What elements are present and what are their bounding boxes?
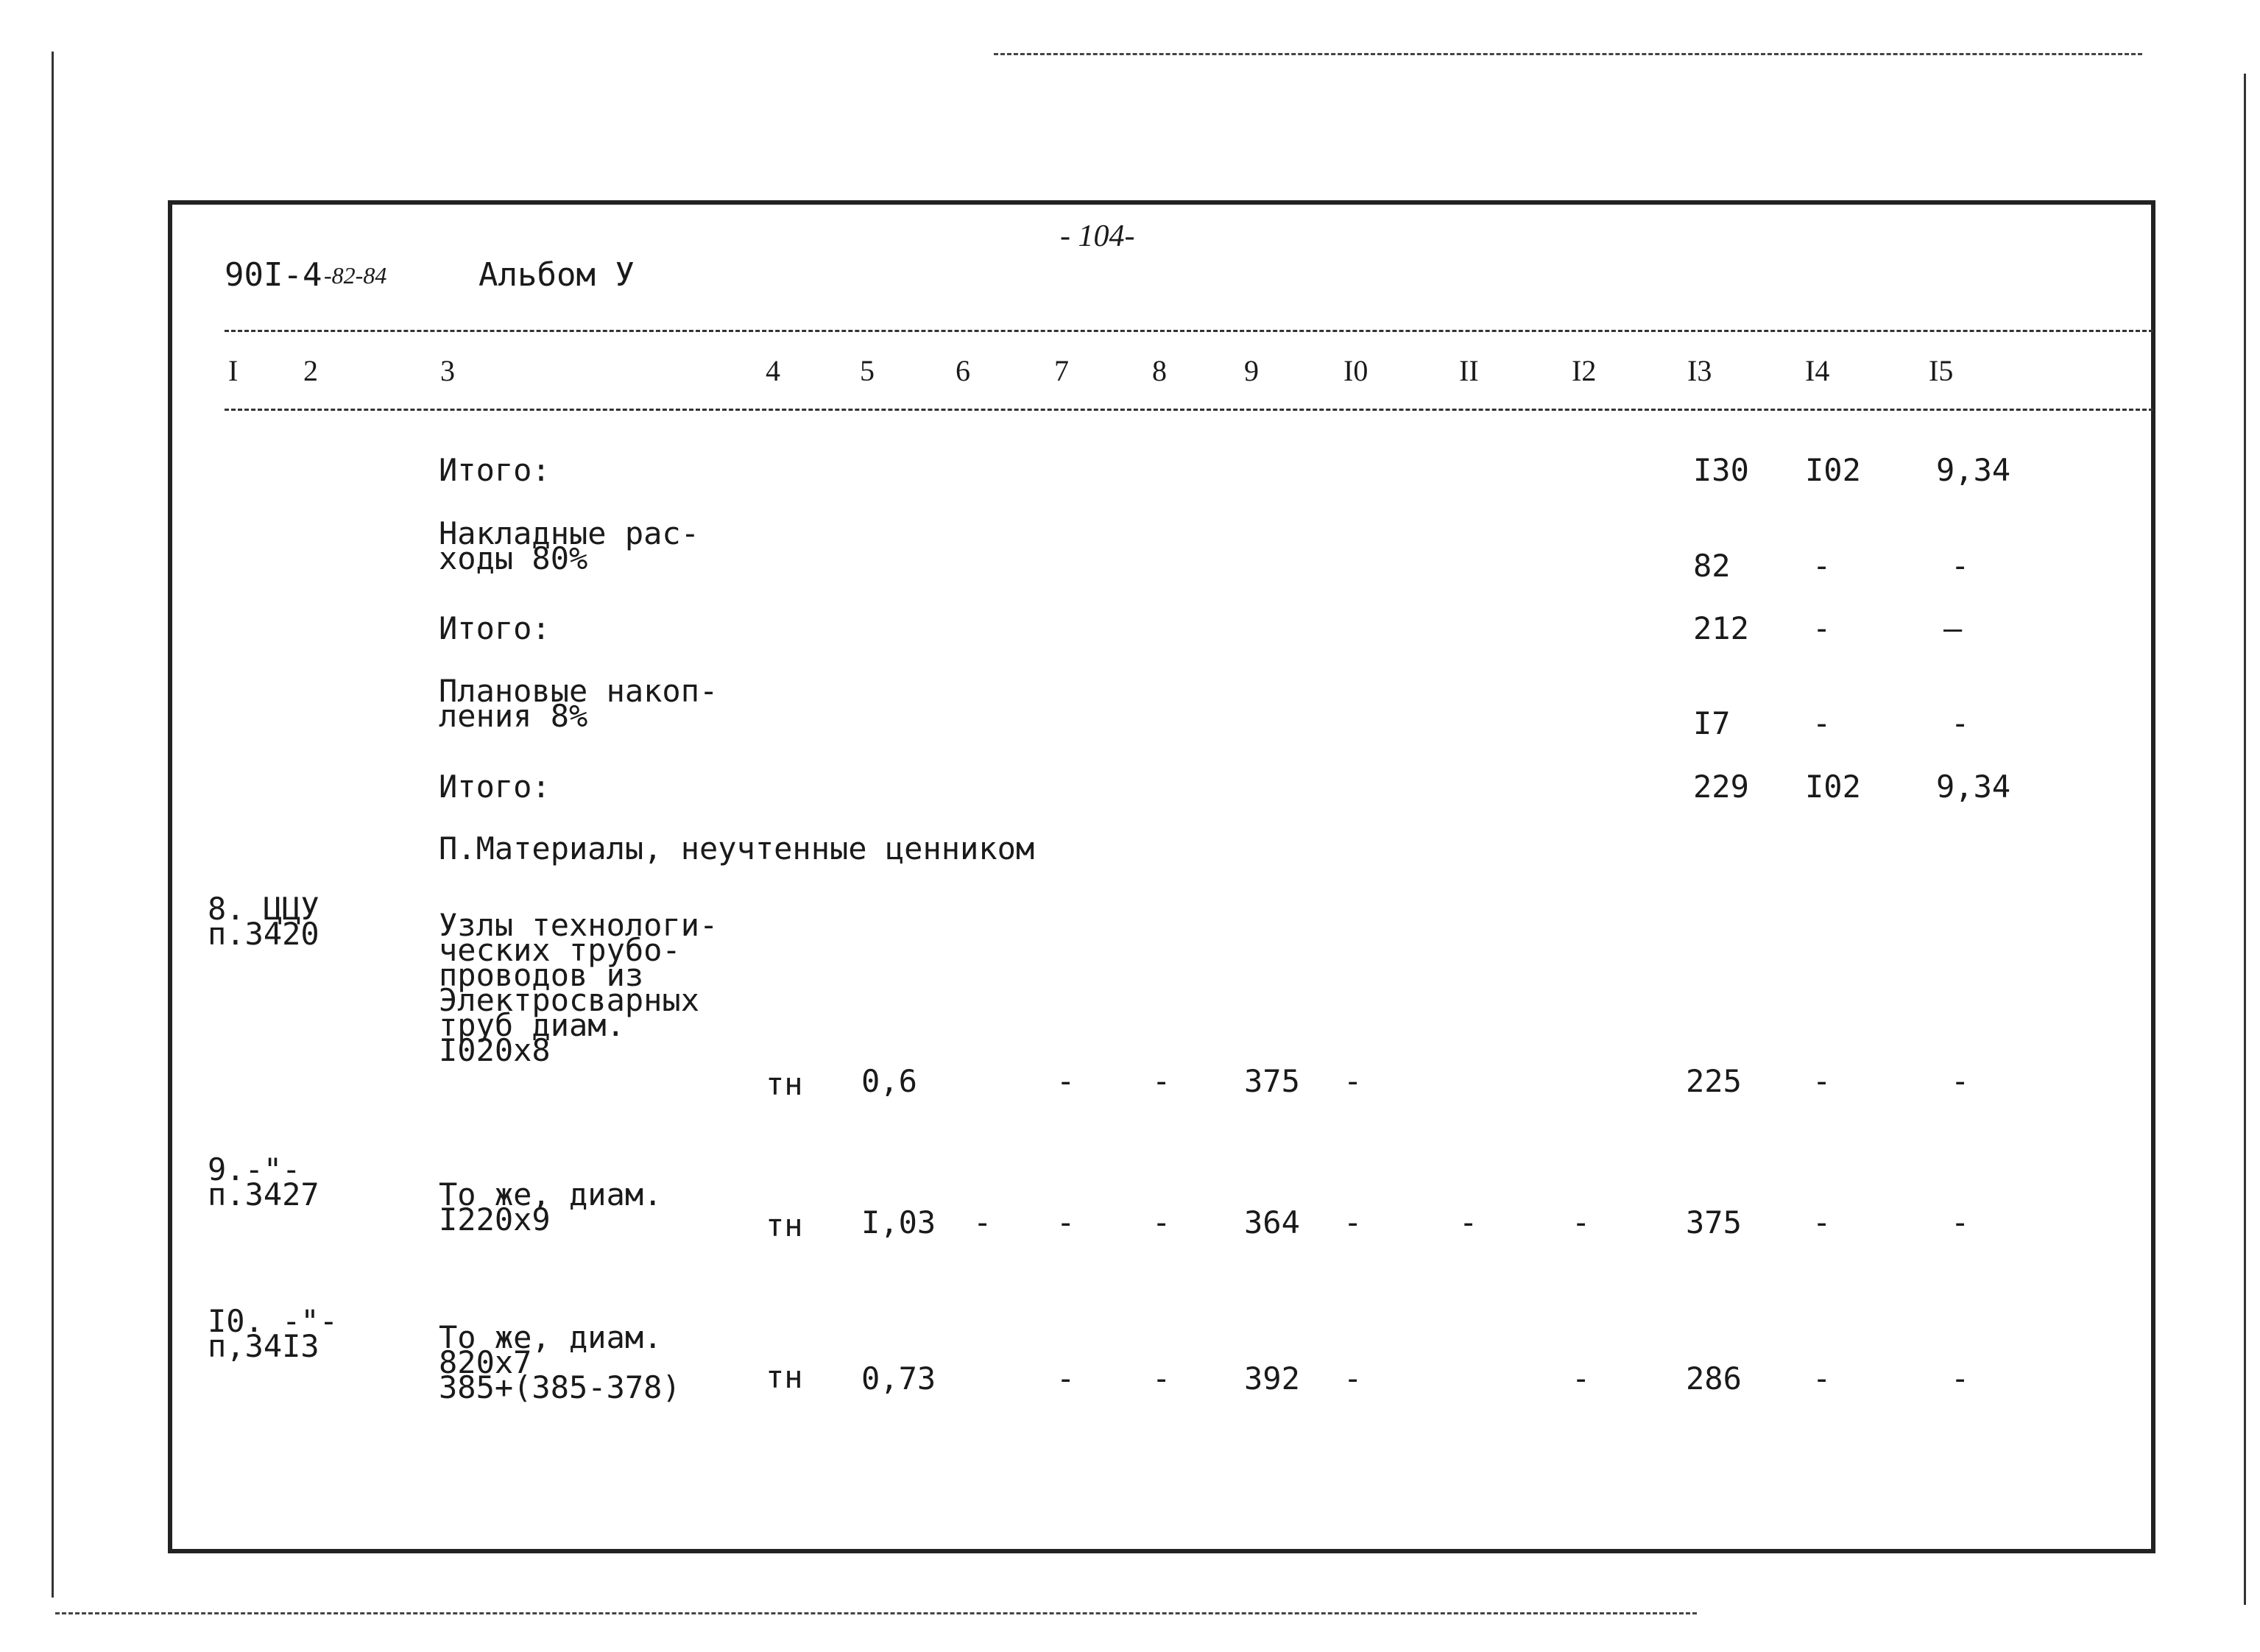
column-header-9: 9 [1244,354,1259,387]
document-code: 90I-4 [225,256,322,294]
cell-col13: 375 [1686,1204,1742,1240]
column-header-4: 4 [766,354,780,387]
column-header-15: I5 [1929,354,1954,387]
item-description: Узлы технологи- ческих трубо- проводов из Электросварных труб диам. I020x8 [439,907,718,1068]
cell-col8: - [1152,1360,1171,1397]
row-name: Итого: [439,610,551,646]
cell-col14: - [1812,548,1832,584]
cell-col15: - [1951,705,1970,741]
right-scan-edge [2244,74,2246,1605]
cell-col13: 229 [1693,769,1749,805]
document-code-handwritten: -82-84 [324,262,387,289]
cell-col14: - [1812,1204,1832,1240]
header-rule-bottom [225,409,2153,411]
bottom-scan-edge [55,1612,1697,1614]
cell-col14: I02 [1805,769,1861,805]
cell-col12: - [1572,1204,1591,1240]
cell-col14: I02 [1805,452,1861,488]
column-header-14: I4 [1805,354,1830,387]
cell-col13: 82 [1693,548,1731,584]
cell-col14: - [1812,705,1832,741]
cell-quantity: 0,73 [861,1360,936,1397]
column-header-8: 8 [1152,354,1167,387]
column-header-13: I3 [1687,354,1712,387]
cell-col8: - [1152,1063,1171,1099]
cell-col9: 364 [1244,1204,1300,1240]
column-header-7: 7 [1054,354,1069,387]
row-name: Итого: [439,769,551,805]
cell-col11: - [1459,1204,1478,1240]
column-header-6: 6 [956,354,970,387]
top-scan-edge [994,53,2142,55]
cell-col8: - [1152,1204,1171,1240]
cell-col13: 225 [1686,1063,1742,1099]
item-description: То же, диам. 820x7 385+(385-378) [439,1319,681,1405]
cell-col10: - [1343,1360,1363,1397]
cell-col14: - [1812,1063,1832,1099]
cell-col15: - [1951,548,1970,584]
row-name: Итого: [439,452,551,488]
cell-col6: - [973,1204,992,1240]
cell-col9: 375 [1244,1063,1300,1099]
column-header-1: I [228,354,239,387]
cell-unit: тн [766,1066,803,1102]
item-reference: 8. ЦЦУ п.3420 [208,891,319,952]
cell-col13: I7 [1693,705,1731,741]
cell-quantity: I,03 [861,1204,936,1240]
item-reference: 9.-"- п.3427 [208,1151,319,1212]
cell-col15: — [1943,610,1963,646]
column-header-5: 5 [860,354,875,387]
cell-col13: 286 [1686,1360,1742,1397]
cell-col7: - [1056,1063,1076,1099]
cell-col15: 9,34 [1936,769,2011,805]
column-header-3: 3 [440,354,455,387]
header-rule-top [225,330,2153,332]
column-header-10: I0 [1343,354,1369,387]
row-name: Плановые накоп- ления 8% [439,673,718,734]
cell-col12: - [1572,1360,1591,1397]
cell-col10: - [1343,1204,1363,1240]
section-heading: П.Материалы, неучтенные ценником [439,830,1035,866]
cell-col13: 212 [1693,610,1749,646]
cell-col13: I30 [1693,452,1749,488]
cell-col14: - [1812,1360,1832,1397]
cell-col10: - [1343,1063,1363,1099]
cell-col15: - [1951,1063,1970,1099]
cell-unit: тн [766,1359,803,1395]
album-title: Альбом У [479,256,635,294]
column-header-12: I2 [1572,354,1597,387]
cell-col15: 9,34 [1936,452,2011,488]
row-name: Наклaдные рас- ходы 80% [439,515,700,576]
cell-unit: тн [766,1207,803,1243]
cell-col7: - [1056,1204,1076,1240]
column-header-2: 2 [303,354,318,387]
cell-col15: - [1951,1360,1970,1397]
item-description: То же, диам. I220x9 [439,1176,663,1238]
column-header-11: II [1459,354,1479,387]
cell-col14: - [1812,610,1832,646]
item-reference: I0. -"- п,34I3 [208,1303,339,1364]
left-scan-edge [52,52,54,1598]
cell-col9: 392 [1244,1360,1300,1397]
cell-col15: - [1951,1204,1970,1240]
cell-col7: - [1056,1360,1076,1397]
page-number: - 104- [1060,219,1135,253]
cell-quantity: 0,6 [861,1063,917,1099]
